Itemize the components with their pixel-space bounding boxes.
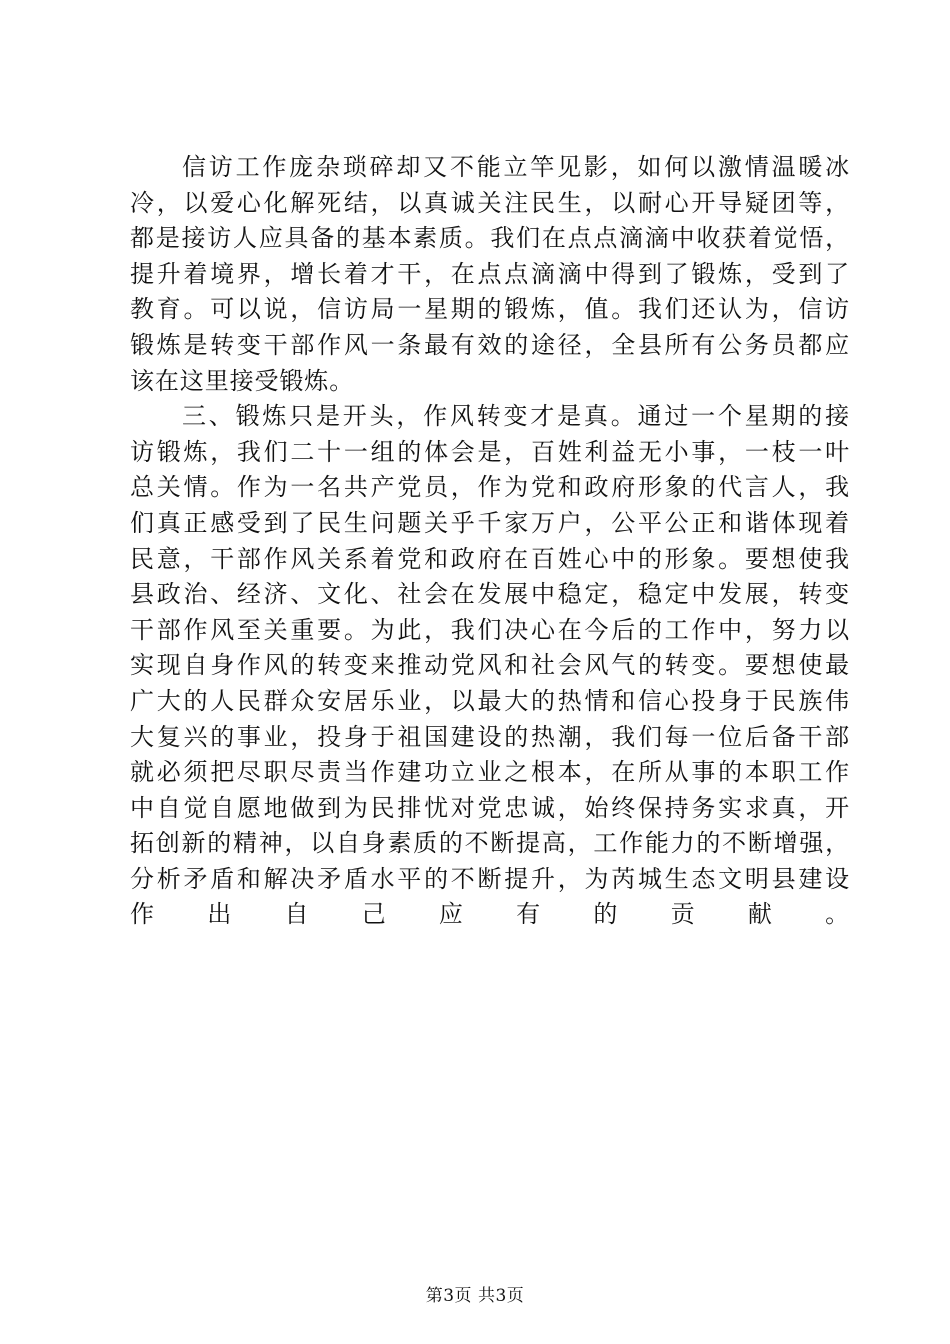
text-line: 广大的人民群众安居乐业，以最大的热情和信心投身于民族伟 [130, 686, 850, 715]
text-line: 提升着境界，增长着才干，在点点滴滴中得到了锻炼，受到了 [130, 259, 850, 288]
text-line: 访锻炼，我们二十一组的体会是，百姓利益无小事，一枝一叶 [130, 437, 850, 466]
text-line: 实现自身作风的转变来推动党风和社会风气的转变。要想使最 [130, 651, 850, 680]
text-line: 都是接访人应具备的基本素质。我们在点点滴滴中收获着觉悟， [130, 224, 850, 253]
text-line: 大复兴的事业，投身于祖国建设的热潮，我们每一位后备干部 [130, 722, 850, 751]
paragraph-1 [130, 150, 850, 399]
text-line [130, 933, 850, 969]
text-line: 锻炼是转变干部作风一条最有效的途径，全县所有公务员都应 [130, 330, 850, 359]
text-line: 冷，以爱心化解死结，以真诚关注民生，以耐心开导疑团等， [130, 188, 850, 217]
text-line: 就必须把尽职尽责当作建功立业之根本，在所从事的本职工作 [130, 758, 850, 787]
text-line: 三、锻炼只是开头，作风转变才是真。通过一个星期的接 [182, 402, 850, 431]
page-footer: 第3页 共3页 [425, 1286, 525, 1306]
text-line: 民意，干部作风关系着党和政府在百姓心中的形象。要想使我 [130, 544, 850, 573]
text-line: 该在这里接受锻炼。 [130, 366, 355, 395]
document-body [130, 150, 850, 969]
text-line: 干部作风至关重要。为此，我们决心在今后的工作中，努力以 [130, 615, 850, 644]
text-line: 县政治、经济、文化、社会在发展中稳定，稳定中发展，转变 [130, 580, 850, 609]
text-line: 教育。可以说，信访局一星期的锻炼，值。我们还认为，信访 [130, 295, 850, 324]
text-line: 分析矛盾和解决矛盾水平的不断提升，为芮城生态文明县建设 [130, 864, 850, 893]
text-line: 作出自己应有的贡献。 [130, 900, 850, 929]
text-line: 总关情。作为一名共产党员，作为党和政府形象的代言人，我 [130, 473, 850, 502]
text-line: 们真正感受到了民生问题关乎千家万户，公平公正和谐体现着 [130, 508, 850, 537]
text-line: 中自觉自愿地做到为民排忧对党忠诚，始终保持务实求真，开 [130, 793, 850, 822]
text-line: 拓创新的精神，以自身素质的不断提高，工作能力的不断增强， [130, 829, 850, 858]
paragraph-2 [130, 399, 850, 969]
text-line: 信访工作庞杂琐碎却又不能立竿见影，如何以激情温暖冰 [182, 153, 850, 181]
